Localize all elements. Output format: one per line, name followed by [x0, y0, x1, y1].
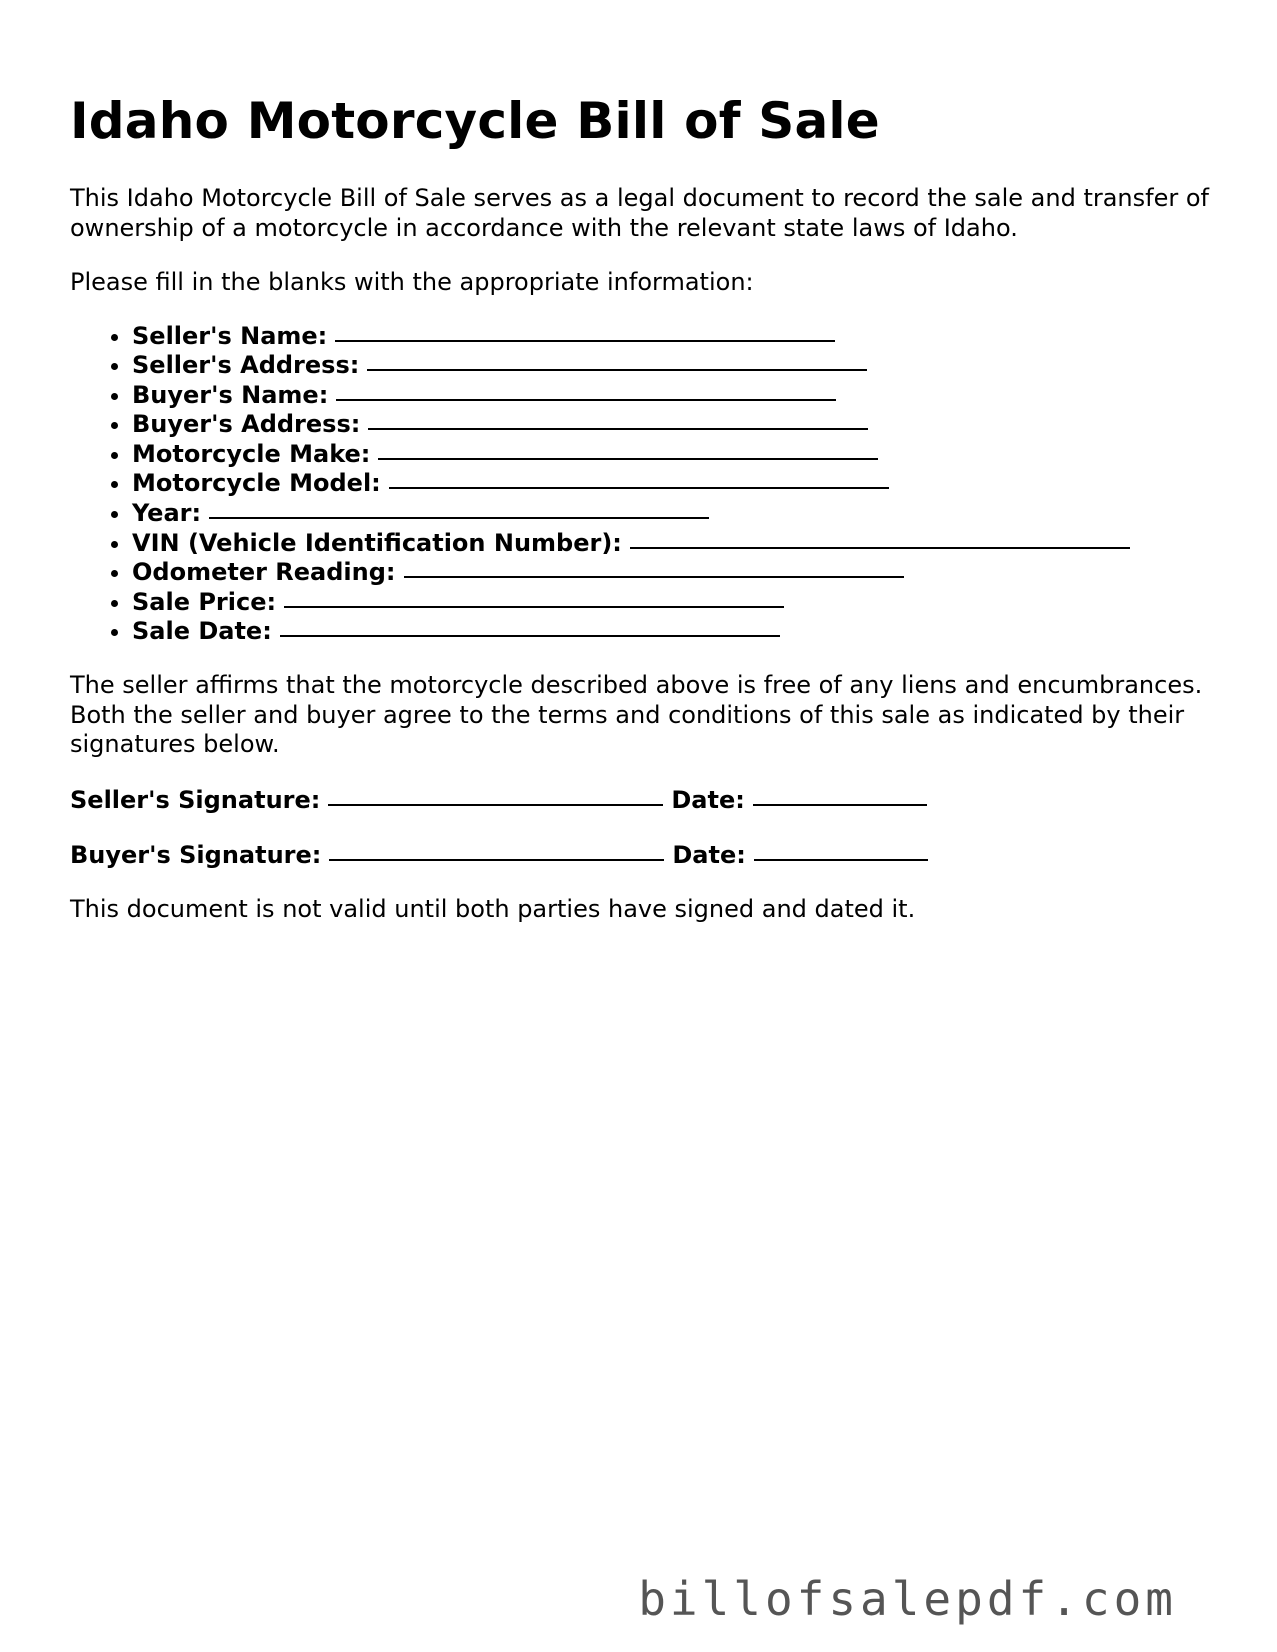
- list-item: [132, 410, 1220, 440]
- buyer-signature-blank[interactable]: [329, 859, 664, 861]
- seller-signature-line: [70, 785, 1220, 815]
- field-label: Motorcycle Model:: [132, 469, 381, 498]
- list-item: [132, 617, 1220, 647]
- sale-date-blank[interactable]: [280, 635, 780, 637]
- seller-address-blank[interactable]: [367, 369, 867, 371]
- buyer-name-blank[interactable]: [336, 399, 836, 401]
- field-label: VIN (Vehicle Identification Number):: [132, 528, 622, 557]
- sale-price-blank[interactable]: [284, 606, 784, 608]
- seller-date-label: Date:: [671, 785, 745, 814]
- intro-paragraph: This Idaho Motorcycle Bill of Sale serves as a legal document to record the sale and transfer of ownership of a motorcycle in accordance with the relevant state laws of Idaho.: [70, 184, 1209, 242]
- vin-blank[interactable]: [630, 547, 1130, 549]
- list-item: [132, 440, 1220, 470]
- motorcycle-model-blank[interactable]: [389, 487, 889, 489]
- seller-date-blank[interactable]: [753, 804, 927, 806]
- field-label: Motorcycle Make:: [132, 439, 371, 468]
- field-label: Seller's Name:: [132, 321, 328, 350]
- seller-signature-label: Seller's Signature:: [70, 785, 321, 814]
- year-blank[interactable]: [209, 517, 709, 519]
- field-label: Odometer Reading:: [132, 558, 396, 587]
- field-label: Buyer's Name:: [132, 380, 329, 409]
- buyer-address-blank[interactable]: [368, 428, 868, 430]
- field-label: Buyer's Address:: [132, 410, 361, 439]
- list-item: [132, 588, 1220, 618]
- field-label: Sale Price:: [132, 587, 277, 616]
- motorcycle-make-blank[interactable]: [378, 458, 878, 460]
- instructions-paragraph: Please fill in the blanks with the appropriate information:: [70, 268, 754, 296]
- list-item: [132, 558, 1220, 588]
- watermark: billofsalepdf.com: [638, 1572, 1177, 1626]
- list-item: [132, 499, 1220, 529]
- buyer-signature-line: [70, 840, 1220, 870]
- document-page: [70, 88, 1220, 924]
- list-item: [132, 381, 1220, 411]
- document-title: Idaho Motorcycle Bill of Sale: [70, 92, 880, 150]
- list-item: [132, 322, 1220, 352]
- field-label: Seller's Address:: [132, 351, 360, 380]
- validity-note: This document is not valid until both parties have signed and dated it.: [70, 894, 916, 923]
- seller-signature-blank[interactable]: [328, 804, 663, 806]
- list-item: [132, 529, 1220, 559]
- buyer-date-label: Date:: [672, 840, 746, 869]
- field-label: Sale Date:: [132, 617, 272, 646]
- odometer-blank[interactable]: [404, 576, 904, 578]
- buyer-signature-label: Buyer's Signature:: [70, 840, 322, 869]
- fields-list: [70, 322, 1220, 648]
- buyer-date-blank[interactable]: [754, 859, 928, 861]
- list-item: [132, 469, 1220, 499]
- seller-name-blank[interactable]: [335, 340, 835, 342]
- field-label: Year:: [132, 499, 202, 528]
- affirmation-paragraph: The seller affirms that the motorcycle described above is free of any liens and encumbrances. Both the seller and buyer agree to the terms and conditions of this sale as indicated by their signatures below.: [70, 671, 1203, 759]
- list-item: [132, 351, 1220, 381]
